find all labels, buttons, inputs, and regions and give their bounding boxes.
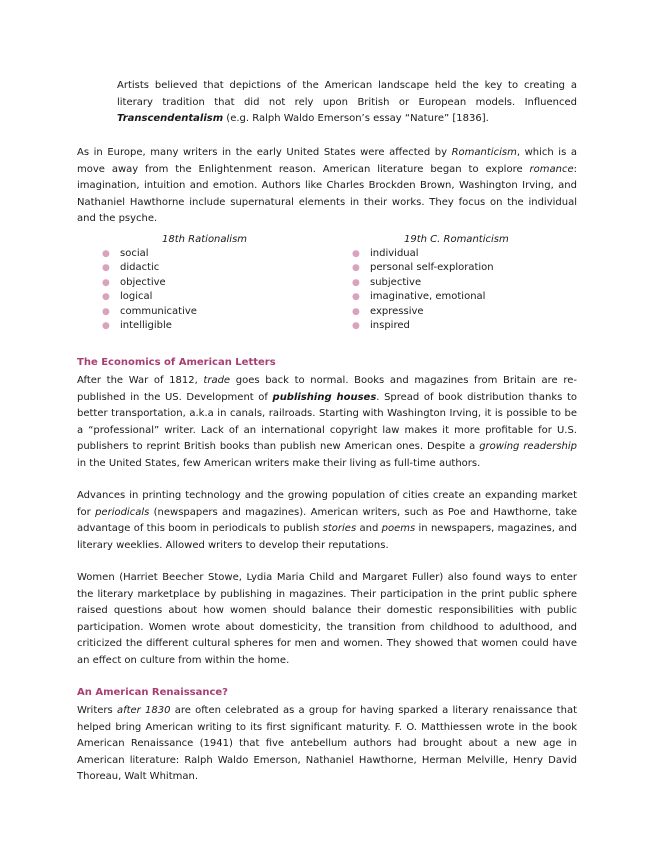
bullet-icon: ● bbox=[102, 321, 110, 332]
transcendentalism-quote: Artists believed that depictions of the American landscape held the key to creating a literary tradition that did not rely upon British or European models. Influenced Transcendentalism (e.g. Ralph Waldo Emerson’s essay “Nature” [1836]. bbox=[117, 80, 577, 124]
romanticism-title: 19th C. Romanticism bbox=[404, 234, 509, 245]
renaissance-heading: An American Renaissance? bbox=[77, 687, 228, 698]
list-item: ● expressive bbox=[352, 305, 509, 319]
bullet-icon: ● bbox=[352, 321, 360, 332]
economics-heading: The Economics of American Letters bbox=[77, 357, 276, 368]
list-item: ● personal self-exploration bbox=[352, 261, 509, 275]
list-item: ● subjective bbox=[352, 276, 509, 290]
romanticism-column bbox=[352, 233, 509, 333]
growing-readership-term: growing readership bbox=[479, 441, 577, 452]
bullet-icon: ● bbox=[352, 306, 360, 317]
list-item: ● intelligible bbox=[102, 319, 247, 333]
economics-paragraph-2: Advances in printing technology and the growing population of cities create an expanding market for periodicals (newspapers and magazines). American writers, such as Poe and Hawthorne, take advantage of this boom in periodicals to publish stories and poems in newspapers, magazines, and literary weeklies. Allowed writers to develop their reputations. bbox=[77, 490, 578, 551]
bullet-icon: ● bbox=[102, 249, 110, 259]
list-item: ● individual bbox=[352, 247, 509, 261]
bullet-icon: ● bbox=[352, 292, 360, 303]
bullet-icon: ● bbox=[352, 277, 360, 288]
list-item: ● objective bbox=[102, 276, 247, 290]
romanticism-list bbox=[352, 247, 509, 333]
romanticism-paragraph: As in Europe, many writers in the early United States were affected by Romanticism, which is a move away from the Enlightenment reason. American literature began to explore romance: imagination, intuition and emotion. Authors like Charles Brockden Brown, Washington Irving, and Nathaniel Hawthorne include supernatural elements in their works. They focus on the individual and the psyche. bbox=[77, 147, 577, 224]
women-writers-paragraph: Women (Harriet Beecher Stowe, Lydia Maria Child and Margaret Fuller) also found ways to enter the literary marketplace by publishing in magazines. Their participation in the print public sphere raised questions about how women should balance their domestic responsibilities with public participation. Women wrote about domesticity, the transition from childhood to adulthood, and criticized the different cultural spheres for men and women. They showed that women could have an effect on culture from within the home. bbox=[77, 572, 577, 666]
bullet-icon: ● bbox=[102, 277, 110, 288]
bullet-icon: ● bbox=[102, 292, 110, 303]
periodicals-term: periodicals bbox=[95, 506, 150, 518]
list-item: ● social bbox=[102, 247, 247, 261]
rationalism-list bbox=[102, 247, 247, 333]
bullet-icon: ● bbox=[102, 306, 110, 317]
romance-term: romance bbox=[529, 163, 574, 175]
list-item: ● logical bbox=[102, 290, 247, 304]
stories-term: stories bbox=[322, 523, 357, 534]
trade-term: trade bbox=[203, 375, 231, 386]
list-item: ● communicative bbox=[102, 305, 247, 319]
poems-term: poems bbox=[381, 523, 416, 534]
after-1830-term: after 1830 bbox=[116, 705, 171, 716]
rationalism-column bbox=[102, 233, 247, 333]
transcendentalism-term: Transcendentalism bbox=[117, 113, 224, 124]
economics-paragraph-1: After the War of 1812, trade goes back to normal. Books and magazines from Britain are re-published in the US. Development of publishing houses. Spread of book distribution thanks to better transportation, a.k.a in canals, railroads. Starting with Washington Irving, it is possible to be a “professional” writer. Lack of an international copyright law makes it more profitable for U.S. publishers to reprint British books than publish new American ones. Despite a growing readership in the United States, few American writers make their living as full-time authors. bbox=[77, 375, 578, 469]
bullet-icon: ● bbox=[352, 249, 360, 259]
list-item: ● didactic bbox=[102, 261, 247, 275]
renaissance-paragraph: Writers after 1830 are often celebrated as a group for having sparked a literary renaissance that helped bring American writing to its first significant maturity. F. O. Matthiessen wrote in the book American Renaissance (1941) that five antebellum authors had brought about a new age in American literature: Ralph Waldo Emerson, Nathaniel Hawthorne, Herman Melville, Henry David Thoreau, Walt Whitman. bbox=[77, 705, 577, 782]
list-item: ● imaginative, emotional bbox=[352, 290, 509, 304]
bullet-icon: ● bbox=[102, 263, 110, 274]
rationalism-title: 18th Rationalism bbox=[162, 234, 248, 245]
publishing-houses-term: publishing houses bbox=[272, 391, 377, 403]
list-item: ● inspired bbox=[352, 319, 509, 333]
bullet-icon: ● bbox=[352, 263, 360, 274]
romanticism-term: Romanticism bbox=[451, 147, 517, 158]
